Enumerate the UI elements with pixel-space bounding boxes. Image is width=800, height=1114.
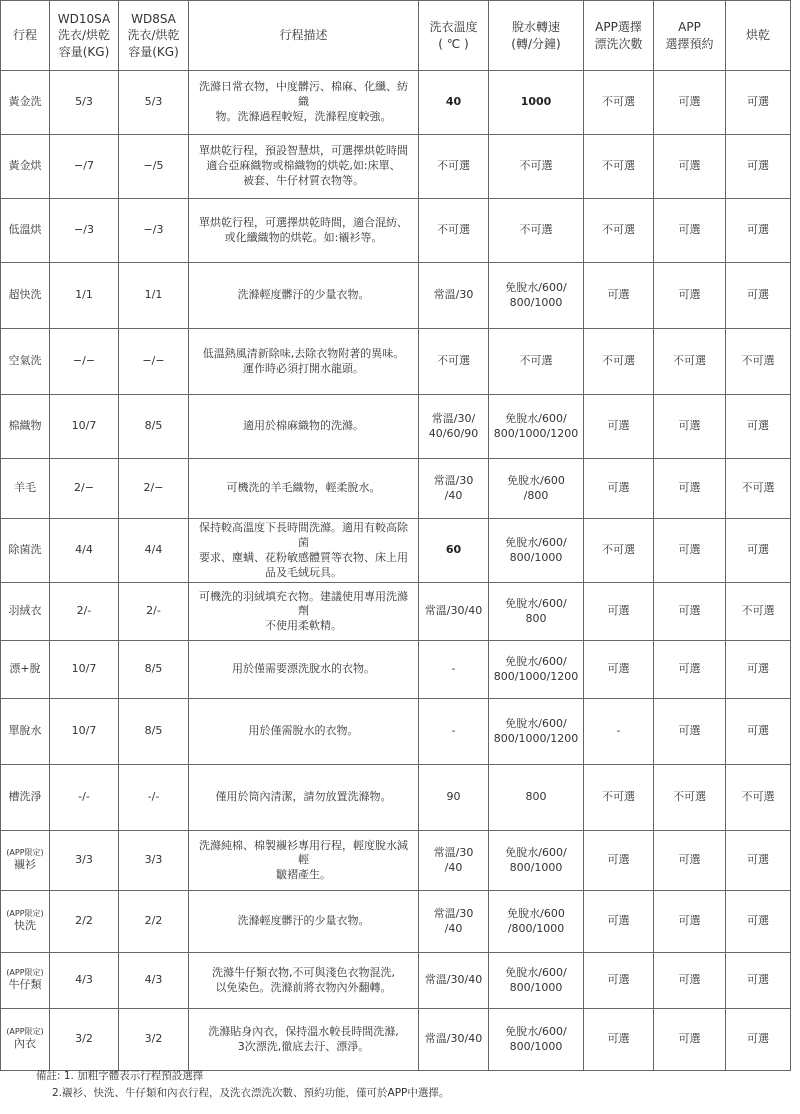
spin-speed-cell-line: 免脫水/600/: [505, 717, 567, 731]
temperature-cell-line: 常溫/30: [433, 288, 474, 302]
reserve-option-cell: 可選: [654, 519, 726, 583]
rinse-option-cell: 不可選: [584, 71, 654, 135]
rinse-option-cell: 可選: [584, 953, 654, 1009]
wd10sa-capacity-cell: 2/−: [50, 459, 119, 519]
reserve-option-cell: 可選: [654, 199, 726, 263]
temperature-cell-line: -: [451, 662, 456, 676]
spin-speed-cell: [489, 1009, 584, 1071]
spin-speed-cell: [489, 263, 584, 329]
program-name-cell: [1, 135, 50, 199]
temperature-cell-line: 40: [445, 95, 462, 109]
temperature-cell: [419, 395, 489, 459]
description-cell-line: 3次漂洗,徹底去汙、漂淨。: [237, 1039, 370, 1053]
description-cell-line: 適合亞麻織物或棉織物的烘乾,如:床單、: [206, 159, 401, 173]
program-name-cell: [1, 583, 50, 641]
temperature-cell: [419, 71, 489, 135]
temperature-cell: [419, 699, 489, 765]
reserve-option-cell: 可選: [654, 953, 726, 1009]
description-cell-line: 皺褶產生。: [276, 868, 331, 882]
description-cell-line: 品及毛絨玩具。: [265, 565, 342, 579]
reserve-option-cell: 可選: [654, 891, 726, 953]
spin-speed-cell-line: 800/1000: [509, 550, 563, 564]
wd10sa-capacity-cell: 1/1: [50, 263, 119, 329]
dry-option-cell: 可選: [726, 953, 791, 1009]
description-cell: [189, 891, 419, 953]
wd8sa-capacity-cell: 8/5: [119, 699, 189, 765]
wd10sa-capacity-cell: −/−: [50, 329, 119, 395]
spin-speed-cell-line: 不可選: [519, 354, 553, 368]
footnote-line-1: 備註: 1. 加粗字體表示行程預設選擇: [36, 1070, 204, 1082]
rinse-option-cell: 可選: [584, 395, 654, 459]
spin-speed-cell: [489, 71, 584, 135]
program-name: 棉織物: [8, 419, 42, 433]
temperature-cell-line: 常溫/30/40: [424, 604, 483, 618]
description-cell-line: 物。洗滌過程較短，洗滌程度較強。: [215, 109, 392, 123]
temperature-cell: [419, 199, 489, 263]
description-cell: [189, 831, 419, 891]
spin-speed-cell: [489, 459, 584, 519]
temperature-cell: [419, 519, 489, 583]
spin-speed-cell-line: 800/1000: [509, 860, 563, 874]
program-name-cell: [1, 953, 50, 1009]
program-name: 羽絨衣: [8, 604, 42, 618]
program-name-cell: [1, 891, 50, 953]
program-name: 羊毛: [14, 481, 36, 495]
footnote: [36, 1068, 449, 1102]
description-cell: [189, 583, 419, 641]
temperature-cell: [419, 329, 489, 395]
dry-option-cell: 可選: [726, 831, 791, 891]
spin-speed-cell-line: 800/1000/1200: [493, 669, 579, 683]
temperature-cell-line: 常溫/30: [433, 846, 474, 860]
col-reserve-header: APP 選擇預約: [654, 1, 726, 71]
rinse-option-cell: 不可選: [584, 135, 654, 199]
wd10sa-capacity-cell: 5/3: [50, 71, 119, 135]
temperature-cell-line: 不可選: [437, 159, 470, 173]
temperature-cell-line: /40: [444, 860, 463, 874]
temperature-cell: [419, 583, 489, 641]
program-name: 單脫水: [8, 724, 42, 738]
rinse-option-cell: 不可選: [584, 199, 654, 263]
description-cell-line: 以免染色。洗滌前將衣物內外翻轉。: [215, 980, 392, 994]
table-row: [1, 263, 791, 329]
dry-option-cell: 可選: [726, 263, 791, 329]
temperature-cell-line: 40/60/90: [428, 426, 479, 440]
dry-option-cell: 不可選: [726, 329, 791, 395]
description-cell-line: 要求、塵螨、花粉敏感體質等衣物、床上用: [199, 550, 408, 564]
temperature-cell-line: 90: [446, 790, 461, 804]
spin-speed-cell-line: /800/1000: [507, 921, 565, 935]
table-row: [1, 199, 791, 263]
program-name: 漂+脫: [9, 662, 41, 676]
program-name: 內衣: [14, 1036, 36, 1050]
table-row: [1, 395, 791, 459]
wd10sa-capacity-cell: 4/4: [50, 519, 119, 583]
temperature-cell-line: 不可選: [437, 354, 470, 368]
description-cell: [189, 329, 419, 395]
table-row: [1, 699, 791, 765]
spin-speed-cell-line: 不可選: [519, 159, 553, 173]
rinse-option-cell: 不可選: [584, 329, 654, 395]
description-cell: [189, 953, 419, 1009]
wd10sa-capacity-cell: 3/3: [50, 831, 119, 891]
temperature-cell: [419, 831, 489, 891]
rinse-option-cell: 不可選: [584, 519, 654, 583]
description-cell-line: 或化纖織物的烘乾。如:襯衫等。: [224, 230, 383, 244]
rinse-option-cell: 可選: [584, 641, 654, 699]
dry-option-cell: 可選: [726, 135, 791, 199]
col-rinse-header: APP選擇 漂洗次數: [584, 1, 654, 71]
description-cell: [189, 765, 419, 831]
description-cell-line: 洗滌輕度髒汙的少量衣物。: [237, 288, 370, 302]
app-only-tag: (APP限定): [6, 1027, 44, 1037]
dry-option-cell: 可選: [726, 395, 791, 459]
table-row: [1, 765, 791, 831]
wd8sa-capacity-cell: 2/−: [119, 459, 189, 519]
table-row: [1, 583, 791, 641]
description-cell-line: 被套、牛仔材質衣物等。: [243, 173, 364, 187]
program-name: 快洗: [14, 918, 36, 932]
program-name-cell: [1, 699, 50, 765]
description-cell: [189, 459, 419, 519]
spin-speed-cell: [489, 395, 584, 459]
description-cell-line: 洗滌日常衣物，中度髒污、棉麻、化纖、紡織: [199, 80, 408, 109]
wd10sa-capacity-cell: 10/7: [50, 395, 119, 459]
program-name: 黃金烘: [8, 159, 42, 173]
table-row: [1, 71, 791, 135]
wd8sa-capacity-cell: 4/4: [119, 519, 189, 583]
wd10sa-capacity-cell: 2/-: [50, 583, 119, 641]
wd10sa-capacity-cell: 2/2: [50, 891, 119, 953]
reserve-option-cell: 可選: [654, 135, 726, 199]
spin-speed-cell-line: 免脫水/600: [507, 907, 565, 921]
temperature-cell-line: -: [451, 724, 456, 738]
spin-speed-cell-line: 800/1000: [509, 295, 563, 309]
reserve-option-cell: 可選: [654, 641, 726, 699]
spin-speed-cell: [489, 699, 584, 765]
spin-speed-cell-line: 免脫水/600/: [505, 535, 567, 549]
app-only-tag: (APP限定): [6, 848, 44, 858]
program-name: 超快洗: [8, 288, 42, 302]
spin-speed-cell-line: 800: [525, 611, 547, 625]
temperature-cell: [419, 1009, 489, 1071]
dry-option-cell: 不可選: [726, 765, 791, 831]
col-spin-header: 脫水轉速 (轉/分鐘): [489, 1, 584, 71]
spin-speed-cell: [489, 135, 584, 199]
reserve-option-cell: 可選: [654, 71, 726, 135]
wd8sa-capacity-cell: −/−: [119, 329, 189, 395]
dry-option-cell: 不可選: [726, 459, 791, 519]
dry-option-cell: 可選: [726, 71, 791, 135]
wd8sa-capacity-cell: 2/-: [119, 583, 189, 641]
col-wd10sa-header: WD10SA 洗衣/烘乾 容量(KG): [50, 1, 119, 71]
rinse-option-cell: 可選: [584, 583, 654, 641]
wd8sa-capacity-cell: 8/5: [119, 395, 189, 459]
rinse-option-cell: -: [584, 699, 654, 765]
spin-speed-cell: [489, 329, 584, 395]
temperature-cell-line: 常溫/30/40: [424, 973, 483, 987]
spin-speed-cell-line: 不可選: [519, 223, 553, 237]
spin-speed-cell-line: 800/1000: [509, 1039, 563, 1053]
footnote-line-2: 2.襯衫、快洗、牛仔類和內衣行程，及洗衣漂洗次數、預約功能，僅可於APP中選擇。: [52, 1086, 450, 1099]
wd10sa-capacity-cell: 4/3: [50, 953, 119, 1009]
spin-speed-cell-line: 800/1000: [509, 980, 563, 994]
temperature-cell-line: 常溫/30: [433, 907, 474, 921]
spin-speed-cell: [489, 641, 584, 699]
program-name: 槽洗淨: [8, 790, 42, 804]
spin-speed-cell: [489, 831, 584, 891]
table-header-row: [1, 1, 791, 71]
dry-option-cell: 可選: [726, 641, 791, 699]
dry-option-cell: 可選: [726, 699, 791, 765]
reserve-option-cell: 可選: [654, 831, 726, 891]
description-cell-line: 適用於棉麻織物的洗滌。: [243, 419, 364, 433]
temperature-cell: [419, 135, 489, 199]
program-name: 襯衫: [14, 857, 36, 871]
description-cell-line: 保持較高溫度下長時間洗滌。適用有較高除菌: [199, 521, 408, 549]
program-name-cell: [1, 641, 50, 699]
wd8sa-capacity-cell: 3/2: [119, 1009, 189, 1071]
temperature-cell: [419, 765, 489, 831]
table-row: [1, 329, 791, 395]
col-dry-header: 烘乾: [726, 1, 791, 71]
rinse-option-cell: 可選: [584, 1009, 654, 1071]
app-only-tag: (APP限定): [6, 909, 44, 919]
rinse-option-cell: 可選: [584, 891, 654, 953]
program-name-cell: [1, 1009, 50, 1071]
temperature-cell: [419, 263, 489, 329]
dry-option-cell: 可選: [726, 891, 791, 953]
program-name: 空氣洗: [8, 354, 42, 368]
description-cell-line: 洗滌純棉、棉製襯衫專用行程，輕度脫水減輕: [199, 838, 408, 867]
program-name: 除菌洗: [8, 543, 42, 557]
wd8sa-capacity-cell: 4/3: [119, 953, 189, 1009]
reserve-option-cell: 可選: [654, 459, 726, 519]
table-row: [1, 459, 791, 519]
col-temperature-header: 洗衣溫度 ( ℃ ): [419, 1, 489, 71]
temperature-cell: [419, 891, 489, 953]
spin-speed-cell-line: 免脫水/600/: [505, 597, 567, 611]
table-row: [1, 953, 791, 1009]
col-wd8sa-header: WD8SA 洗衣/烘乾 容量(KG): [119, 1, 189, 71]
wd10sa-capacity-cell: 10/7: [50, 641, 119, 699]
spin-speed-cell-line: 800/1000/1200: [493, 731, 579, 745]
program-name: 黃金洗: [8, 95, 42, 109]
spin-speed-cell-line: 免脫水/600/: [505, 1025, 567, 1039]
description-cell: [189, 263, 419, 329]
description-cell: [189, 71, 419, 135]
table-row: [1, 1009, 791, 1071]
description-cell-line: 低溫熱風清新除味,去除衣物附著的異味。: [202, 346, 405, 360]
spin-speed-cell-line: 免脫水/600/: [505, 280, 567, 294]
description-cell: [189, 641, 419, 699]
temperature-cell: [419, 459, 489, 519]
spin-speed-cell: [489, 519, 584, 583]
col-description-header: 行程描述: [189, 1, 419, 71]
reserve-option-cell: 可選: [654, 395, 726, 459]
temperature-cell-line: 不可選: [437, 223, 470, 237]
description-cell-line: 洗滌貼身內衣，保持溫水較長時間洗滌,: [208, 1025, 399, 1039]
spin-speed-cell-line: 免脫水/600: [507, 473, 565, 487]
dry-option-cell: 可選: [726, 199, 791, 263]
wd8sa-capacity-cell: 5/3: [119, 71, 189, 135]
wd8sa-capacity-cell: 3/3: [119, 831, 189, 891]
spin-speed-cell: [489, 891, 584, 953]
description-cell-line: 可機洗的羊毛織物，輕柔脫水。: [226, 481, 381, 495]
program-name: 牛仔類: [8, 977, 42, 991]
description-cell-line: 用於僅需脫水的衣物。: [248, 724, 359, 738]
rinse-option-cell: 可選: [584, 831, 654, 891]
spin-speed-cell-line: 800/1000/1200: [493, 426, 579, 440]
spin-speed-cell-line: 免脫水/600/: [505, 655, 567, 669]
description-cell-line: 洗滌輕度髒汙的少量衣物。: [237, 914, 370, 928]
temperature-cell-line: 60: [445, 543, 462, 557]
table-row: [1, 135, 791, 199]
description-cell-line: 不使用柔軟精。: [265, 619, 342, 633]
description-cell-line: 運作時必須打開水龍頭。: [243, 361, 364, 375]
program-name-cell: [1, 199, 50, 263]
program-name-cell: [1, 831, 50, 891]
wd8sa-capacity-cell: 2/2: [119, 891, 189, 953]
description-cell: [189, 699, 419, 765]
program-name-cell: [1, 459, 50, 519]
wd10sa-capacity-cell: -/-: [50, 765, 119, 831]
reserve-option-cell: 可選: [654, 263, 726, 329]
dry-option-cell: 可選: [726, 1009, 791, 1071]
spin-speed-cell-line: 800: [525, 790, 547, 804]
program-name-cell: [1, 263, 50, 329]
reserve-option-cell: 可選: [654, 1009, 726, 1071]
dry-option-cell: 可選: [726, 519, 791, 583]
temperature-cell-line: /40: [444, 921, 463, 935]
wd8sa-capacity-cell: −/3: [119, 199, 189, 263]
temperature-cell-line: 常溫/30/40: [424, 1032, 483, 1046]
wd8sa-capacity-cell: -/-: [119, 765, 189, 831]
description-cell: [189, 519, 419, 583]
temperature-cell-line: 常溫/30/: [431, 411, 476, 425]
temperature-cell: [419, 953, 489, 1009]
description-cell-line: 洗滌牛仔類衣物,不可與淺色衣物混洗,: [212, 966, 395, 980]
program-name-cell: [1, 765, 50, 831]
spin-speed-cell: [489, 199, 584, 263]
reserve-option-cell: 可選: [654, 583, 726, 641]
description-cell-line: 用於僅需要漂洗脫水的衣物。: [232, 662, 375, 676]
spin-speed-cell: [489, 953, 584, 1009]
wd10sa-capacity-cell: 3/2: [50, 1009, 119, 1071]
spin-speed-cell-line: 免脫水/600/: [505, 966, 567, 980]
program-name-cell: [1, 71, 50, 135]
wd8sa-capacity-cell: −/5: [119, 135, 189, 199]
description-cell: [189, 395, 419, 459]
reserve-option-cell: 不可選: [654, 765, 726, 831]
wd10sa-capacity-cell: −/7: [50, 135, 119, 199]
description-cell-line: 僅用於筒內清潔，請勿放置洗滌物。: [215, 790, 392, 804]
rinse-option-cell: 可選: [584, 459, 654, 519]
spin-speed-cell: [489, 583, 584, 641]
table-row: [1, 891, 791, 953]
dry-option-cell: 不可選: [726, 583, 791, 641]
rinse-option-cell: 可選: [584, 263, 654, 329]
program-name-cell: [1, 395, 50, 459]
table-row: [1, 519, 791, 583]
temperature-cell: [419, 641, 489, 699]
wd10sa-capacity-cell: −/3: [50, 199, 119, 263]
table-row: [1, 641, 791, 699]
reserve-option-cell: 不可選: [654, 329, 726, 395]
temperature-cell-line: /40: [444, 488, 463, 502]
description-cell-line: 單烘乾行程，可選擇烘乾時間，適合混紡、: [199, 215, 408, 229]
program-name: 低溫烘: [8, 223, 42, 237]
spin-speed-cell-line: 免脫水/600/: [505, 411, 567, 425]
description-cell: [189, 135, 419, 199]
spin-speed-cell: [489, 765, 584, 831]
wd10sa-capacity-cell: 10/7: [50, 699, 119, 765]
wd8sa-capacity-cell: 1/1: [119, 263, 189, 329]
table-row: [1, 831, 791, 891]
wd8sa-capacity-cell: 8/5: [119, 641, 189, 699]
temperature-cell-line: 常溫/30: [433, 473, 474, 487]
spin-speed-cell-line: 1000: [520, 95, 552, 109]
description-cell-line: 可機洗的羽絨填充衣物。建議使用專用洗滌劑: [199, 589, 408, 618]
app-only-tag: (APP限定): [6, 968, 44, 978]
spin-speed-cell-line: /800: [523, 488, 549, 502]
description-cell-line: 單烘乾行程，預設智慧烘，可選擇烘乾時間: [199, 144, 408, 158]
program-name-cell: [1, 519, 50, 583]
description-cell: [189, 199, 419, 263]
spin-speed-cell-line: 免脫水/600/: [505, 846, 567, 860]
description-cell: [189, 1009, 419, 1071]
rinse-option-cell: 不可選: [584, 765, 654, 831]
program-name-cell: [1, 329, 50, 395]
reserve-option-cell: 可選: [654, 699, 726, 765]
col-program-header: 行程: [1, 1, 50, 71]
